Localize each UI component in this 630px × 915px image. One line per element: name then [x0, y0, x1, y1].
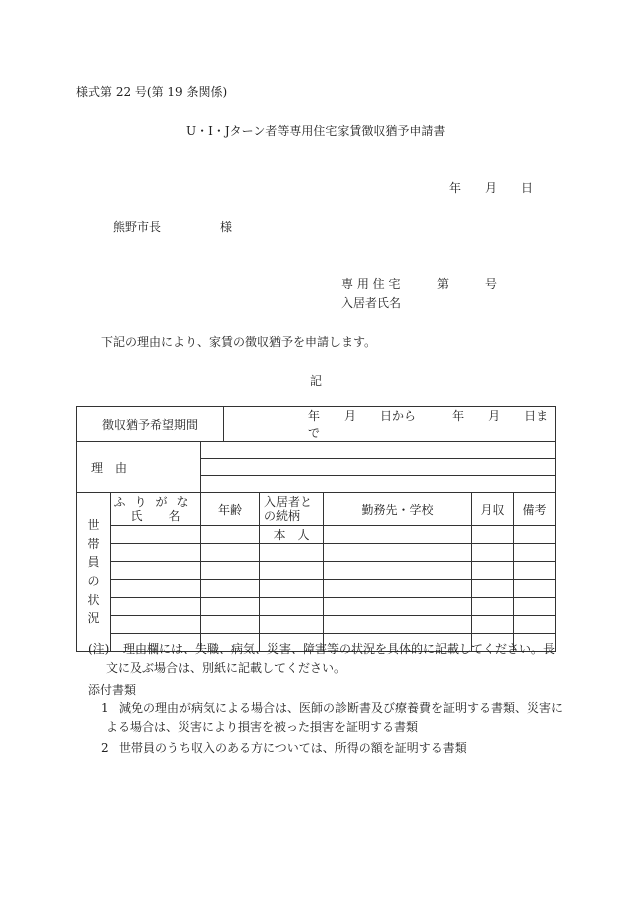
period-value: [224, 407, 555, 441]
remarks-column-header: 備考: [514, 493, 556, 526]
remarks-cell[interactable]: [514, 616, 556, 634]
relation-cell[interactable]: [260, 544, 324, 562]
name-cell[interactable]: [111, 544, 201, 562]
household-row: [77, 598, 556, 616]
relation-cell[interactable]: [260, 616, 324, 634]
period-row: [77, 407, 556, 442]
reason-label: 理 由: [77, 442, 201, 493]
household-char: 状: [87, 592, 100, 607]
work-cell[interactable]: [324, 598, 472, 616]
household-row: [77, 544, 556, 562]
ki-heading: 記: [310, 374, 323, 388]
name-cell[interactable]: [111, 562, 201, 580]
note-marker: (注): [88, 642, 110, 656]
household-char: 帯: [87, 536, 100, 551]
income-cell[interactable]: [472, 562, 514, 580]
attachment-1-line-2: よる場合は、災害により損害を被った損害を証明する書類: [106, 720, 419, 734]
work-column-header: 勤務先・学校: [324, 493, 472, 526]
attachment-2-number: 2: [101, 741, 109, 755]
household-row: [77, 526, 556, 544]
period-from: 年 月 日から: [308, 409, 417, 423]
housing-label: 専 用 住 宅: [341, 277, 401, 291]
age-cell[interactable]: [201, 526, 260, 544]
note-line-2: 文に及ぶ場合は、別紙に記載してください。: [106, 661, 347, 675]
name-column-header: [111, 493, 201, 526]
request-statement: 下記の理由により、家賃の徴収猶予を申請します。: [101, 335, 377, 349]
document-title: U・I・Jターン者等専用住宅家賃徴収猶予申請書: [186, 124, 446, 138]
resident-name-label: 入居者氏名: [341, 296, 402, 310]
relation-cell[interactable]: [260, 562, 324, 580]
attachment-2-line-1: 世帯員のうち収入のある方については、所得の額を証明する書類: [119, 741, 467, 755]
income-cell[interactable]: [472, 544, 514, 562]
age-cell[interactable]: [201, 580, 260, 598]
age-cell[interactable]: [201, 598, 260, 616]
household-char: の: [87, 574, 100, 588]
relation-cell[interactable]: [260, 598, 324, 616]
housing-number-go: 号: [485, 277, 498, 291]
name-cell[interactable]: [111, 580, 201, 598]
period-to: 年 月 日まで: [308, 409, 549, 440]
household-char: 員: [87, 555, 100, 570]
reason-row: [77, 442, 556, 459]
furigana-label: ふりがな: [113, 494, 198, 509]
period-value-cell[interactable]: [224, 407, 556, 442]
form-number: 様式第 22 号(第 19 条関係): [76, 85, 228, 99]
name-label: 氏 名: [130, 509, 181, 523]
attachments-heading: 添付書類: [88, 683, 137, 697]
work-cell[interactable]: [324, 526, 472, 544]
remarks-cell[interactable]: [514, 526, 556, 544]
work-cell[interactable]: [324, 562, 472, 580]
age-cell[interactable]: [201, 544, 260, 562]
household-char: 世: [87, 518, 100, 533]
income-cell[interactable]: [472, 526, 514, 544]
addressee-name: 熊野市長: [113, 220, 162, 234]
reason-line[interactable]: [201, 459, 556, 476]
work-cell[interactable]: [324, 544, 472, 562]
household-row: [77, 616, 556, 634]
relation-label-line1: 入居者と: [264, 494, 313, 509]
household-row: [77, 562, 556, 580]
age-cell[interactable]: [201, 562, 260, 580]
relation-label-line2: の続柄: [264, 509, 301, 523]
name-cell[interactable]: [111, 526, 201, 544]
relation-column-header: [260, 493, 324, 526]
income-cell[interactable]: [472, 598, 514, 616]
remarks-cell[interactable]: [514, 544, 556, 562]
housing-number-dai: 第: [437, 277, 450, 291]
household-row: [77, 580, 556, 598]
age-cell[interactable]: [201, 616, 260, 634]
remarks-cell[interactable]: [514, 562, 556, 580]
name-cell[interactable]: [111, 598, 201, 616]
reason-line[interactable]: [201, 476, 556, 493]
age-column-header: 年齢: [201, 493, 260, 526]
name-cell[interactable]: [111, 616, 201, 634]
work-cell[interactable]: [324, 616, 472, 634]
relation-cell: 本 人: [260, 526, 324, 544]
period-label: 徴収猶予希望期間: [77, 407, 224, 442]
remarks-cell[interactable]: [514, 598, 556, 616]
date-year-label: 年: [449, 181, 462, 195]
income-column-header: 月収: [472, 493, 514, 526]
attachment-1-number: 1: [101, 701, 109, 715]
addressee-honorific: 様: [220, 220, 233, 234]
attachment-1-line-1: 減免の理由が病気による場合は、医師の診断書及び療養費を証明する書類、災害に: [119, 701, 564, 715]
household-label: [77, 493, 111, 652]
work-cell[interactable]: [324, 580, 472, 598]
remarks-cell[interactable]: [514, 580, 556, 598]
date-day-label: 日: [521, 181, 534, 195]
note-line-1: 理由欄には、失職、病気、災害、障害等の状況を具体的に記載してください。長: [123, 642, 556, 656]
date-month-label: 月: [485, 181, 498, 195]
reason-line[interactable]: [201, 442, 556, 459]
income-cell[interactable]: [472, 616, 514, 634]
household-char: 況: [87, 611, 100, 626]
income-cell[interactable]: [472, 580, 514, 598]
application-table: [76, 406, 556, 652]
household-header-row: [77, 493, 556, 526]
relation-cell[interactable]: [260, 580, 324, 598]
